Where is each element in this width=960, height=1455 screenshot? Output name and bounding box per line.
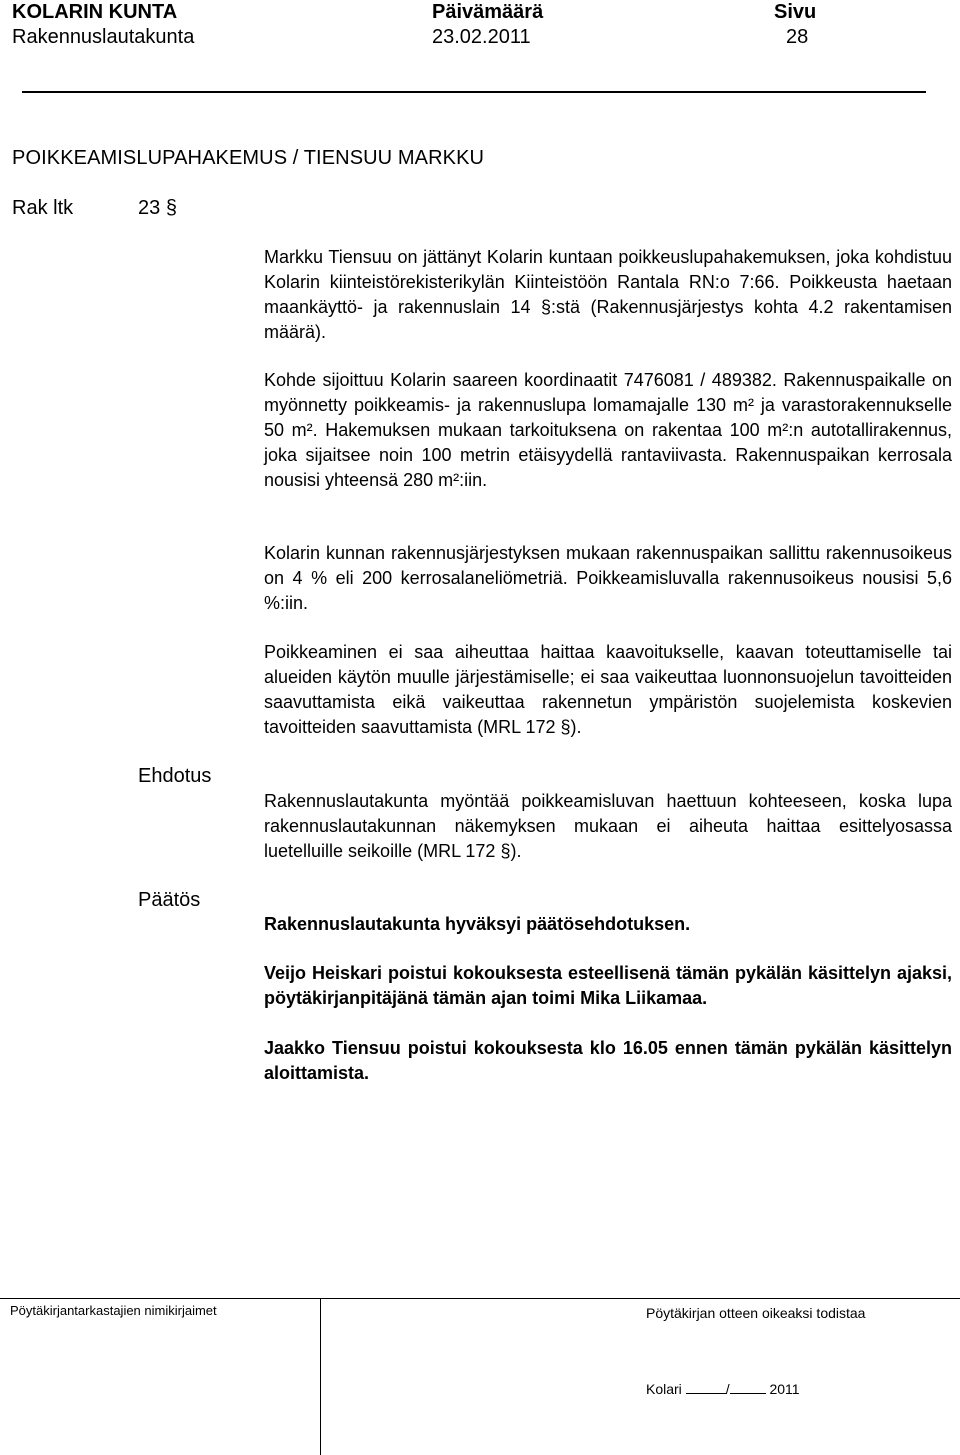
paragraph-1 [264, 245, 952, 345]
footer-rule [0, 1298, 960, 1299]
decision-block-2 [264, 961, 952, 1011]
paragraph-3 [264, 541, 952, 616]
page-number: 28 [786, 26, 809, 48]
paragraph-2 [264, 368, 952, 493]
paragraph-4 [264, 640, 952, 740]
document-title: POIKKEAMISLUPAHAKEMUS / TIENSUU MARKKU [12, 147, 485, 169]
proposal-block [264, 789, 952, 864]
section-label: Rak ltk [12, 197, 74, 219]
paragraph-text: Poikkeaminen ei saa aiheuttaa haittaa kaavoitukselle, kaavan toteuttamiselle tai alueiden käytön muulle järjestämiselle; ei saa vaikeuttaa luonnonsuojelun tavoitteiden saavuttamista eikä vaikeuttaa rakennetun ympäristön suojelemista koskevien tavoitteiden saavuttamista (MRL 172 §). [264, 642, 952, 737]
decision-text: Veijo Heiskari poistui kokouksesta esteellisenä tämän pykälän käsittelyn ajaksi, pöytäkirjanpitäjänä tämän ajan toimi Mika Liikamaa. [264, 963, 952, 1008]
section-number [138, 196, 177, 220]
footer-slash: / [725, 1381, 730, 1397]
paragraph-text: Kolarin kunnan rakennusjärjestyksen mukaan rakennuspaikan sallittu rakennusoikeus on 4 % eli 200 kerrosalaneliömetriä. Poikkeamisluvalla rakennusoikeus nousisi 5,6 %:iin. [264, 543, 952, 613]
decision-block-1 [264, 912, 952, 937]
footer-signature-line [646, 1379, 800, 1398]
month-blank [730, 1379, 766, 1394]
page-label: Sivu [774, 1, 817, 23]
decision-block-3 [264, 1036, 952, 1086]
header-rule [22, 91, 926, 93]
footer-certify-label: Pöytäkirjan otteen oikeaksi todistaa [646, 1305, 866, 1321]
paragraph-text: Markku Tiensuu on jättänyt Kolarin kuntaan poikkeuslupahakemuksen, joka kohdistuu Kolarin kiinteistörekisterikylän Kiinteistöön Rantala RN:o 7:66. Poikkeusta haetaan maankäyttö- ja rakennuslain 14 §:stä (Rakennusjärjestys kohta 4.2 rakentamisen määrä). [264, 247, 952, 342]
footer-initials-label: Pöytäkirjantarkastajien nimikirjaimet [10, 1303, 217, 1318]
footer-divider [320, 1298, 321, 1455]
section-number-value: 23 [138, 197, 161, 219]
committee-name: Rakennuslautakunta [12, 26, 195, 48]
section-symbol: § [165, 197, 177, 219]
paragraph-text: Kohde sijoittuu Kolarin saareen koordinaatit 7476081 / 489382. Rakennuspaikalle on myönnetty poikkeamis- ja rakennuslupa lomamajalle 130 m² ja varastorakennukselle 50 m². Hakemuksen mukaan tarkoituksena on rakentaa 100 m²:n autotallirakennus, joka sijaitsee noin 100 metrin etäisyydellä rantaviivasta. Rakennuspaikan kerrosala nousisi yhteensä 280 m²:iin. [264, 370, 952, 490]
footer-place: Kolari [646, 1381, 682, 1397]
decision-text: Rakennuslautakunta hyväksyi päätösehdotuksen. [264, 914, 691, 934]
decision-text: Jaakko Tiensuu poistui kokouksesta klo 16.05 ennen tämän pykälän käsittelyn aloittamista. [264, 1038, 952, 1083]
proposal-text: Rakennuslautakunta myöntää poikkeamisluvan haettuun kohteeseen, koska lupa rakennuslautakunnan näkemyksen mukaan ei aiheuta haittaa esittelyosassa luetelluille seikoille (MRL 172 §). [264, 791, 952, 861]
date-label: Päivämäärä [432, 1, 544, 23]
decision-label: Päätös [138, 889, 201, 911]
day-blank [686, 1379, 726, 1394]
org-name: KOLARIN KUNTA [12, 1, 178, 23]
footer-year: 2011 [769, 1381, 800, 1397]
proposal-label: Ehdotus [138, 765, 212, 787]
meeting-date: 23.02.2011 [432, 26, 531, 48]
